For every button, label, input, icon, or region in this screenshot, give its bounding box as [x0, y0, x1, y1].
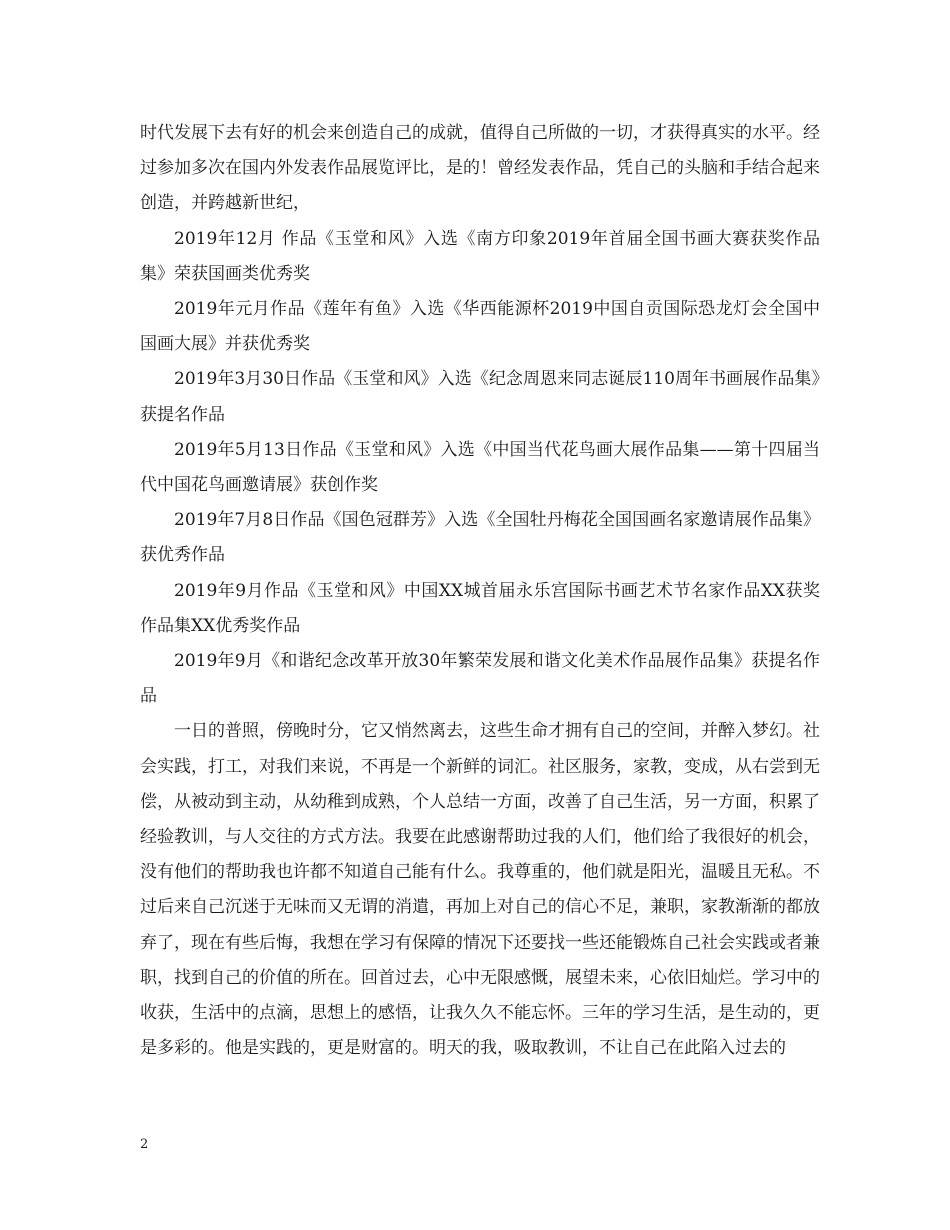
paragraph-award-2: 2019年元月作品《莲年有鱼》入选《华西能源杯2019中国自贡国际恐龙灯会全国中国画大展》并获优秀奖 [140, 299, 820, 355]
paragraph-award-4: 2019年5月13日作品《玉堂和风》入选《中国当代花鸟画大展作品集——第十四届当代中国花鸟画邀请展》获创作奖 [140, 439, 820, 496]
paragraph-intro: 时代发展下去有好的机会来创造自己的成就，值得自己所做的一切，才获得真实的水平。经过参加多次在国内外发表作品展览评比，是的！曾经发表作品，凭自己的头脑和手结合起来创造，并跨越新世纪， [140, 123, 820, 214]
paragraph-award-3: 2019年3月30日作品《玉堂和风》入选《纪念周恩来同志诞辰110周年书画展作品集》获提名作品 [140, 369, 820, 425]
paragraph-award-6: 2019年9月作品《玉堂和风》中国XX城首届永乐宫国际书画艺术节名家作品XX获奖作品集XX优秀奖作品 [140, 580, 820, 636]
page-number: 2 [140, 1137, 149, 1152]
paragraph-award-7: 2019年9月《和谐纪念改革开放30年繁荣发展和谐文化美术作品展作品集》获提名作品 [140, 651, 820, 707]
paragraph-award-5: 2019年7月8日作品《国色冠群芳》入选《全国牡丹梅花全国国画名家邀请展作品集》获优秀作品 [140, 510, 820, 566]
paragraph-reflection: 一日的普照，傍晚时分，它又悄然离去，这些生命才拥有自己的空间，并醉入梦幻。社会实践，打工，对我们来说，不再是一个新鲜的词汇。社区服务，家教，变成，从右尝到无偿，从被动到主动，从幼稚到成熟，个人总结一方面，改善了自己生活，另一方面，积累了经验教训，与人交往的方式方法。我要在此感谢帮助过我的人们，他们给了我很好的机会，没有他们的帮助我也许都不知道自己能有什么。我尊重的，他们就是阳光，温暖且无私。不过后来自己沉迷于无味而又无谓的消遣，再加上对自己的信心不足，兼职，家教渐渐的都放弃了，现在有些后悔，我想在学习有保障的情况下还要找一些还能锻炼自己社会实践或者兼职，找到自己的价值的所在。回首过去，心中无限感慨，展望未来，心依旧灿烂。学习中的收获，生活中的点滴，思想上的感悟，让我久久不能忘怀。三年的学习生活，是生动的，更是多彩的。他是实践的，更是财富的。明天的我，吸取教训，不让自己在此陷入过去的 [140, 721, 820, 1059]
document-body [140, 116, 820, 1066]
paragraph-award-1: 2019年12月 作品《玉堂和风》入选《南方印象2019年首届全国书画大赛获奖作品集》荣获国画类优秀奖 [140, 228, 820, 284]
